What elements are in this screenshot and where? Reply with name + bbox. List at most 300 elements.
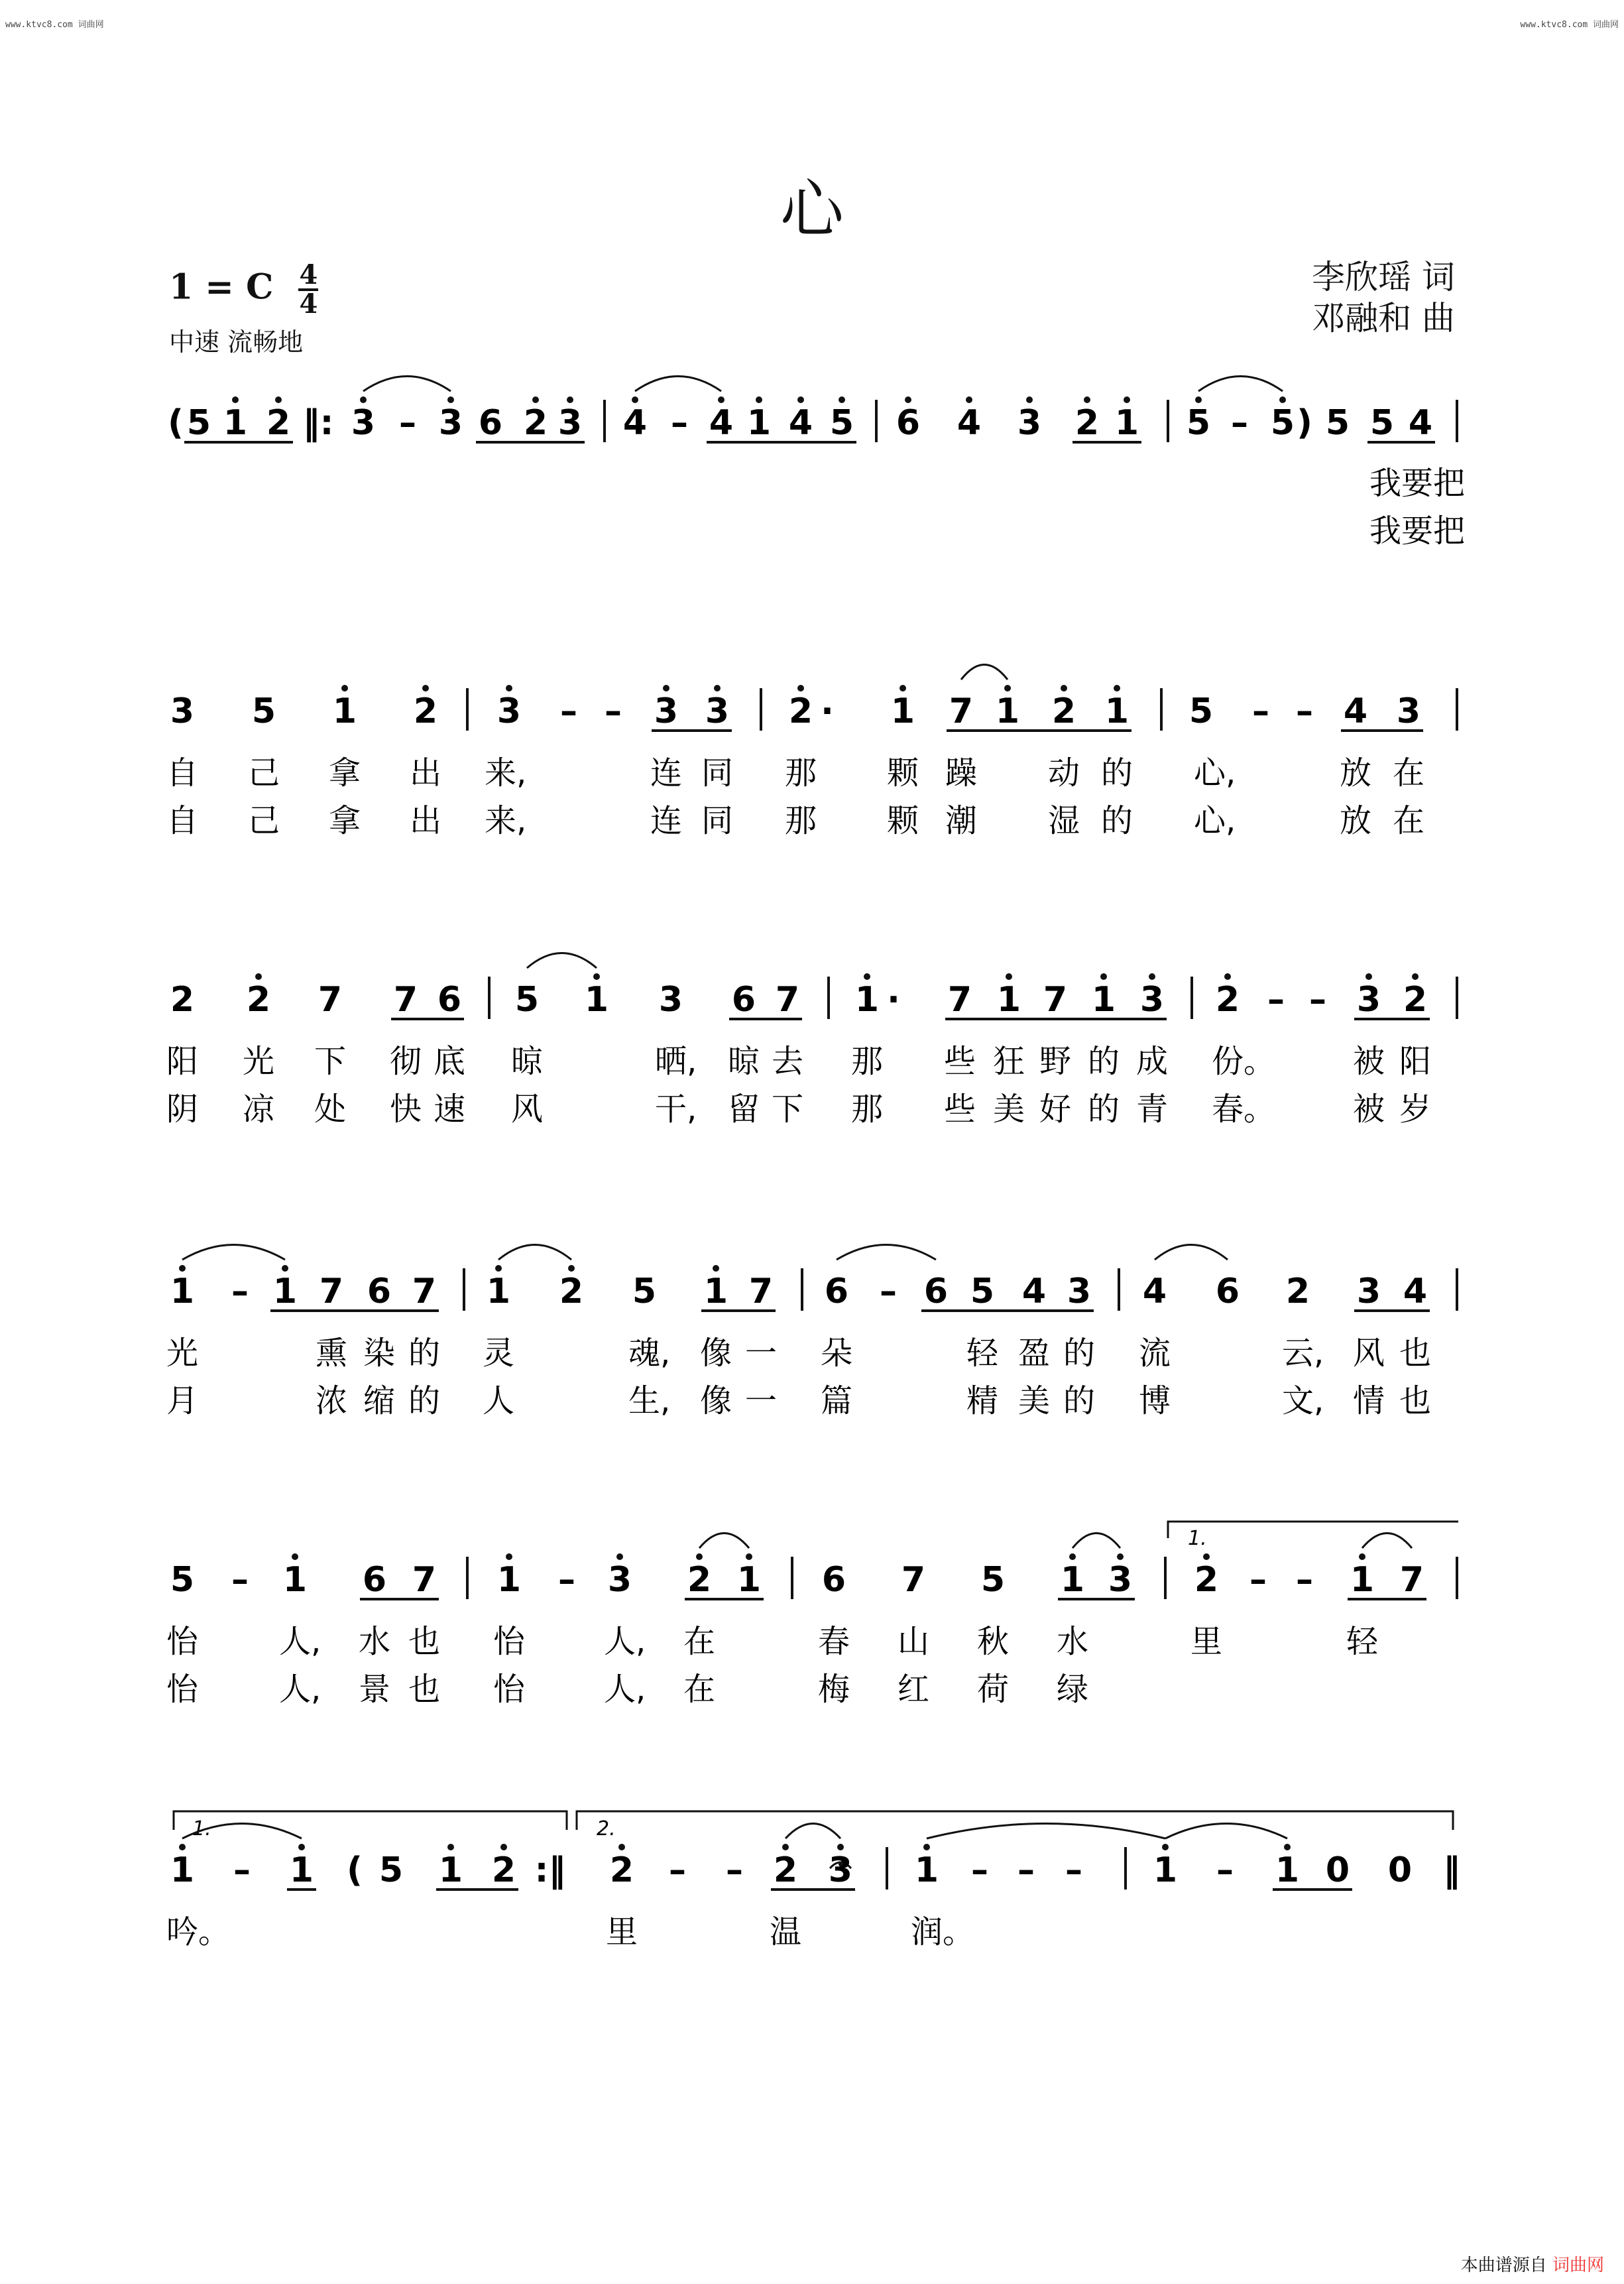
key-label: 1 = C <box>169 267 274 308</box>
octave-dot <box>714 685 721 691</box>
note: · <box>887 980 900 1020</box>
lyric: 速 <box>434 1091 466 1128</box>
note: 1 <box>736 1560 762 1600</box>
lyric: 博 <box>1139 1382 1171 1419</box>
octave-dot <box>1114 685 1120 691</box>
lyricist-credit: 李欣瑶 词 <box>1312 258 1455 296</box>
lyric: 阴 <box>166 1091 199 1128</box>
note: 4 <box>622 403 648 443</box>
note: 1 <box>890 691 915 731</box>
octave-dot <box>1006 973 1012 980</box>
lyric: 水 <box>359 1623 391 1660</box>
lyric: 阳 <box>166 1043 199 1080</box>
note: 6 <box>478 403 503 443</box>
octave-dot <box>255 973 262 980</box>
note: 5 <box>632 1272 657 1311</box>
note: – <box>1296 1560 1313 1600</box>
note: 3 <box>828 1850 853 1890</box>
note: 1 <box>1114 403 1139 443</box>
note: 5 <box>970 1272 995 1311</box>
lyric: 些 <box>944 1043 976 1080</box>
note: – <box>1017 1850 1035 1890</box>
lyric: 心, <box>1194 802 1236 839</box>
lyric: 里 <box>1190 1623 1223 1660</box>
note: 1 <box>1153 1850 1178 1890</box>
note: 7 <box>412 1272 437 1311</box>
lyric: 怡 <box>493 1623 526 1660</box>
note: – <box>671 403 688 443</box>
ending-2-label: 2. <box>597 1817 616 1840</box>
octave-dot <box>632 396 638 403</box>
octave-dot <box>782 1844 789 1850</box>
lyric: 处 <box>314 1091 347 1128</box>
lyric: 水 <box>1057 1623 1089 1660</box>
note: ( <box>168 403 184 443</box>
lyric: 拿 <box>329 754 361 792</box>
octave-dot <box>532 396 539 403</box>
note: 1 <box>1350 1560 1375 1600</box>
note: 3 <box>705 691 730 731</box>
note: 6 <box>824 1272 849 1311</box>
lyric: 心, <box>1194 754 1236 792</box>
note: 5 <box>170 1560 195 1600</box>
lyric: 像 <box>700 1382 732 1419</box>
lyric: 躁 <box>945 754 978 792</box>
ending-1-label: 1. <box>1188 1527 1207 1550</box>
octave-dot <box>500 1844 507 1850</box>
lyric: 温 <box>770 1913 802 1951</box>
note: ( <box>347 1850 363 1890</box>
note: 5 <box>514 980 540 1020</box>
lyric: 情 <box>1353 1382 1385 1419</box>
lyric: 连 <box>650 802 683 839</box>
note: 4 <box>1403 1272 1428 1311</box>
lyric: 出 <box>410 754 442 792</box>
octave-dot <box>1359 1553 1365 1560</box>
note: – <box>1065 1850 1082 1890</box>
note: 2 <box>609 1850 634 1890</box>
lyric: 一 <box>745 1335 778 1372</box>
lyric: 些 <box>944 1091 976 1128</box>
lyric: 润。 <box>911 1913 975 1951</box>
note: 3 <box>1108 1560 1133 1600</box>
lyric: 被 <box>1353 1043 1385 1080</box>
lyric: 月 <box>166 1382 199 1419</box>
note: – <box>231 1272 249 1311</box>
note: 5 <box>980 1560 1006 1600</box>
slur <box>927 1824 1165 1839</box>
octave-dot <box>1026 396 1033 403</box>
note: 3 <box>658 980 683 1020</box>
note: 3 <box>170 691 195 731</box>
system-5 <box>166 1533 1457 1709</box>
lyric: 潮 <box>945 802 978 839</box>
note: 5 <box>829 403 854 443</box>
octave-dot <box>696 1553 703 1560</box>
note: 1 <box>170 1272 195 1311</box>
note: :‖ <box>534 1850 566 1890</box>
note: 3 <box>1356 980 1381 1020</box>
octave-dot <box>618 1844 625 1850</box>
lyric: 怡 <box>166 1623 199 1660</box>
note: 3 <box>607 1560 632 1600</box>
lyric: 染 <box>363 1335 396 1372</box>
lyric: 底 <box>434 1043 466 1080</box>
octave-dot <box>1162 1844 1169 1850</box>
lyric: 文, <box>1282 1382 1324 1419</box>
note: – <box>233 1850 251 1890</box>
lyric: 的 <box>1101 754 1133 792</box>
note: – <box>231 1560 249 1600</box>
octave-dot <box>1412 973 1419 980</box>
lyric: 云, <box>1282 1335 1324 1372</box>
lyric: 在 <box>683 1623 716 1660</box>
slur <box>1362 1533 1412 1549</box>
note: 6 <box>923 1272 949 1311</box>
note: 5 <box>1270 403 1295 443</box>
note: 3 <box>1356 1272 1381 1311</box>
note: 4 <box>788 403 813 443</box>
octave-dot <box>275 396 282 403</box>
system-3 <box>166 953 1457 1128</box>
lyric: 荷 <box>977 1671 1010 1708</box>
note: 2 <box>1074 403 1100 443</box>
ending-1-bracket-top <box>1168 1522 1458 1538</box>
octave-dot <box>718 396 725 403</box>
lyric: 那 <box>785 754 817 792</box>
octave-dot <box>1004 685 1011 691</box>
note: 3 <box>1139 980 1165 1020</box>
lyric: 光 <box>243 1043 275 1080</box>
lyric: 野 <box>1039 1043 1072 1080</box>
lyric: 连 <box>650 754 683 792</box>
lyric: 秋 <box>977 1623 1010 1660</box>
note: 1 <box>332 691 357 731</box>
note: – <box>1309 980 1326 1020</box>
note: 2 <box>1051 691 1076 731</box>
note: 2 <box>773 1850 798 1890</box>
octave-dot <box>756 396 762 403</box>
lyric: 动 <box>1048 754 1080 792</box>
note: – <box>558 1560 575 1600</box>
note: 5 <box>1189 691 1214 731</box>
octave-dot <box>1195 396 1202 403</box>
slur <box>785 1824 841 1839</box>
slur <box>1198 377 1283 392</box>
lyric: 缩 <box>363 1382 396 1419</box>
lyric: 红 <box>898 1671 930 1708</box>
note: ‖: <box>302 403 334 443</box>
lyric: 凉 <box>243 1091 275 1128</box>
note: 1 <box>272 1272 298 1311</box>
note: 6 <box>367 1272 392 1311</box>
lyric: 的 <box>1063 1382 1096 1419</box>
octave-dot <box>1279 396 1286 403</box>
lyric: 自 <box>166 802 199 839</box>
octave-dot <box>567 396 573 403</box>
note: 2 <box>1215 980 1240 1020</box>
lyric: 春。 <box>1212 1091 1276 1128</box>
tempo-marking: 中速 流畅地 <box>169 328 304 357</box>
octave-dot <box>1069 1553 1076 1560</box>
lyric: 美 <box>993 1091 1025 1128</box>
note: 1 <box>170 1850 195 1890</box>
octave-dot <box>447 396 454 403</box>
slur <box>1165 1824 1287 1839</box>
note: – <box>880 1272 897 1311</box>
lyric: 来, <box>485 802 527 839</box>
note: 3 <box>1396 691 1421 731</box>
lyric: 生, <box>628 1382 671 1419</box>
octave-dot <box>797 396 804 403</box>
note: 2 <box>246 980 271 1020</box>
octave-dot <box>1224 973 1231 980</box>
slur <box>363 377 451 392</box>
lyric: 出 <box>410 802 442 839</box>
lyric: 的 <box>408 1382 441 1419</box>
lyric: 阳 <box>1399 1043 1432 1080</box>
lyric: 己 <box>248 802 280 839</box>
note: 1 <box>584 980 609 1020</box>
lyric: 在 <box>1393 754 1425 792</box>
lyric: 好 <box>1039 1091 1072 1128</box>
lyric: 篇 <box>821 1382 853 1419</box>
lyric: 那 <box>851 1091 884 1128</box>
note: ) <box>1297 403 1312 443</box>
lyric: 那 <box>851 1043 884 1080</box>
lyric: 狂 <box>993 1043 1025 1080</box>
lyric: 光 <box>166 1335 199 1372</box>
lyric: 美 <box>1018 1382 1051 1419</box>
octave-dot <box>713 1265 719 1272</box>
note: 6 <box>1215 1272 1240 1311</box>
lyric: 被 <box>1353 1091 1385 1128</box>
note: – <box>1267 980 1285 1020</box>
octave-dot <box>506 1553 512 1560</box>
note: 2 <box>266 403 291 443</box>
lyric: 同 <box>701 802 734 839</box>
slur <box>837 1245 936 1260</box>
octave-dot <box>616 1553 623 1560</box>
lyric: 人 <box>483 1382 515 1419</box>
note: 3 <box>1017 403 1042 443</box>
note: 5 <box>1186 403 1211 443</box>
slur <box>961 665 1008 680</box>
time-signature-top: 4 <box>299 259 318 290</box>
octave-dot <box>1117 1553 1124 1560</box>
note: 4 <box>1021 1272 1047 1311</box>
note: 1 <box>1091 980 1116 1020</box>
lyric: 干, <box>655 1091 697 1128</box>
note: 1 <box>995 691 1020 731</box>
octave-dot <box>1084 396 1090 403</box>
octave-dot <box>1365 973 1372 980</box>
octave-dot <box>797 685 804 691</box>
lyric: 人, <box>604 1671 646 1708</box>
note: 2 <box>687 1560 712 1600</box>
octave-dot <box>839 396 845 403</box>
octave-dot <box>292 1553 298 1560</box>
slur <box>699 1533 749 1549</box>
note: 1 <box>223 403 248 443</box>
note: – <box>669 1850 686 1890</box>
lyric: 那 <box>785 802 817 839</box>
octave-dot <box>1203 1553 1210 1560</box>
time-signature-bottom: 4 <box>299 288 318 320</box>
note: 3 <box>496 691 522 731</box>
lyric: 颗 <box>887 802 919 839</box>
octave-dot <box>899 685 906 691</box>
note: – <box>1231 403 1248 443</box>
note: 1 <box>703 1272 728 1311</box>
note: 1 <box>854 980 880 1020</box>
lyric: 的 <box>408 1335 441 1372</box>
note: 1 <box>746 403 772 443</box>
note: 7 <box>949 691 974 731</box>
note: 6 <box>821 1560 846 1600</box>
lyric: 彻 <box>390 1043 422 1080</box>
note: – <box>1296 691 1313 731</box>
octave-dot <box>837 1844 844 1850</box>
note: 2 <box>788 691 813 731</box>
note: 7 <box>319 1272 344 1311</box>
lyric: 我要把 <box>1369 465 1466 502</box>
lyric: 的 <box>1088 1091 1120 1128</box>
lyric: 同 <box>701 754 734 792</box>
note: – <box>1252 691 1269 731</box>
note: 3 <box>654 691 679 731</box>
lyric: 像 <box>700 1335 732 1372</box>
lyric: 一 <box>745 1382 778 1419</box>
lyric: 岁 <box>1399 1091 1432 1128</box>
lyric: 颗 <box>887 754 919 792</box>
note: 3 <box>1067 1272 1092 1311</box>
octave-dot <box>447 1844 454 1850</box>
octave-dot <box>663 685 669 691</box>
octave-dot <box>1061 685 1067 691</box>
note: 2 <box>413 691 438 731</box>
lyric: 吟。 <box>166 1913 231 1951</box>
slur <box>498 1245 571 1260</box>
note: 3 <box>351 403 376 443</box>
note: – <box>1216 1850 1234 1890</box>
octave-dot <box>282 1265 288 1272</box>
lyric: 流 <box>1139 1335 1171 1372</box>
note: 1 <box>486 1272 511 1311</box>
lyric: 下 <box>772 1091 804 1128</box>
note: 1 <box>438 1850 463 1890</box>
octave-dot <box>568 1265 575 1272</box>
note: 2 <box>559 1272 584 1311</box>
octave-dot <box>179 1265 186 1272</box>
ending-1-label-bottom: 1. <box>192 1817 211 1840</box>
lyric: 份。 <box>1212 1043 1276 1080</box>
octave-dot <box>923 1844 930 1850</box>
lyric: 下 <box>314 1043 347 1080</box>
system-4 <box>166 1245 1457 1420</box>
note: – <box>1249 1560 1267 1600</box>
octave-dot <box>360 396 367 403</box>
lyric: 轻 <box>1346 1623 1379 1660</box>
note: 6 <box>731 980 756 1020</box>
lyric: 人, <box>279 1623 321 1660</box>
note: 6 <box>362 1560 387 1600</box>
system-6 <box>166 1824 1460 1951</box>
lyric: 自 <box>166 754 199 792</box>
octave-dot <box>495 1265 502 1272</box>
lyric: 精 <box>966 1382 999 1419</box>
song-title: 心 <box>780 172 844 247</box>
slur <box>527 953 597 969</box>
note: 4 <box>1142 1272 1167 1311</box>
lyric: 的 <box>1101 802 1133 839</box>
lyric: 快 <box>390 1091 422 1128</box>
note: 1 <box>496 1560 522 1600</box>
ending-1-bracket <box>174 1811 567 1830</box>
note: 5 <box>186 403 211 443</box>
note: 1 <box>1275 1850 1300 1890</box>
note: 0 <box>1387 1850 1413 1890</box>
system-2 <box>166 665 1457 840</box>
note: 3 <box>557 403 583 443</box>
lyric: 留 <box>728 1091 760 1128</box>
header-left: www.ktvc8.com 词曲网 <box>5 20 104 30</box>
lyric: 晒, <box>655 1043 697 1080</box>
lyric: 山 <box>898 1623 930 1660</box>
octave-dot <box>179 1844 186 1850</box>
composer-credit: 邓融和 曲 <box>1312 299 1455 337</box>
octave-dot <box>506 685 512 691</box>
lyric: 拿 <box>329 802 361 839</box>
slur <box>182 1245 285 1260</box>
octave-dot <box>422 685 429 691</box>
octave-dot <box>593 973 600 980</box>
lyric: 的 <box>1063 1335 1096 1372</box>
lyric: 青 <box>1136 1091 1169 1128</box>
note: 1 <box>914 1850 939 1890</box>
slur <box>1073 1533 1120 1549</box>
lyric: 晾 <box>728 1043 760 1080</box>
lyric: 人, <box>604 1623 646 1660</box>
lyric: 怡 <box>493 1671 526 1708</box>
note: – <box>560 691 577 731</box>
note: 2 <box>491 1850 516 1890</box>
note: 1 <box>289 1850 314 1890</box>
note: 7 <box>748 1272 774 1311</box>
score-systems <box>166 377 1465 1951</box>
lyric: 晾 <box>511 1043 544 1080</box>
note: 7 <box>1043 980 1068 1020</box>
lyric: 湿 <box>1048 802 1080 839</box>
note: 1 <box>282 1560 308 1600</box>
note: 3 <box>438 403 463 443</box>
lyric: 也 <box>408 1671 441 1708</box>
lyric: 来, <box>485 754 527 792</box>
octave-dot <box>966 396 972 403</box>
note: 4 <box>1343 691 1368 731</box>
lyric: 在 <box>683 1671 716 1708</box>
note: 2 <box>523 403 548 443</box>
note: 5 <box>378 1850 404 1890</box>
note: 7 <box>318 980 343 1020</box>
footer-site-link[interactable]: 词曲网 <box>1552 2255 1604 2275</box>
note: 2 <box>170 980 195 1020</box>
lyric: 放 <box>1340 754 1372 792</box>
note: 6 <box>437 980 462 1020</box>
note: 6 <box>896 403 921 443</box>
slur <box>635 377 721 392</box>
note: 2 <box>1403 980 1428 1020</box>
